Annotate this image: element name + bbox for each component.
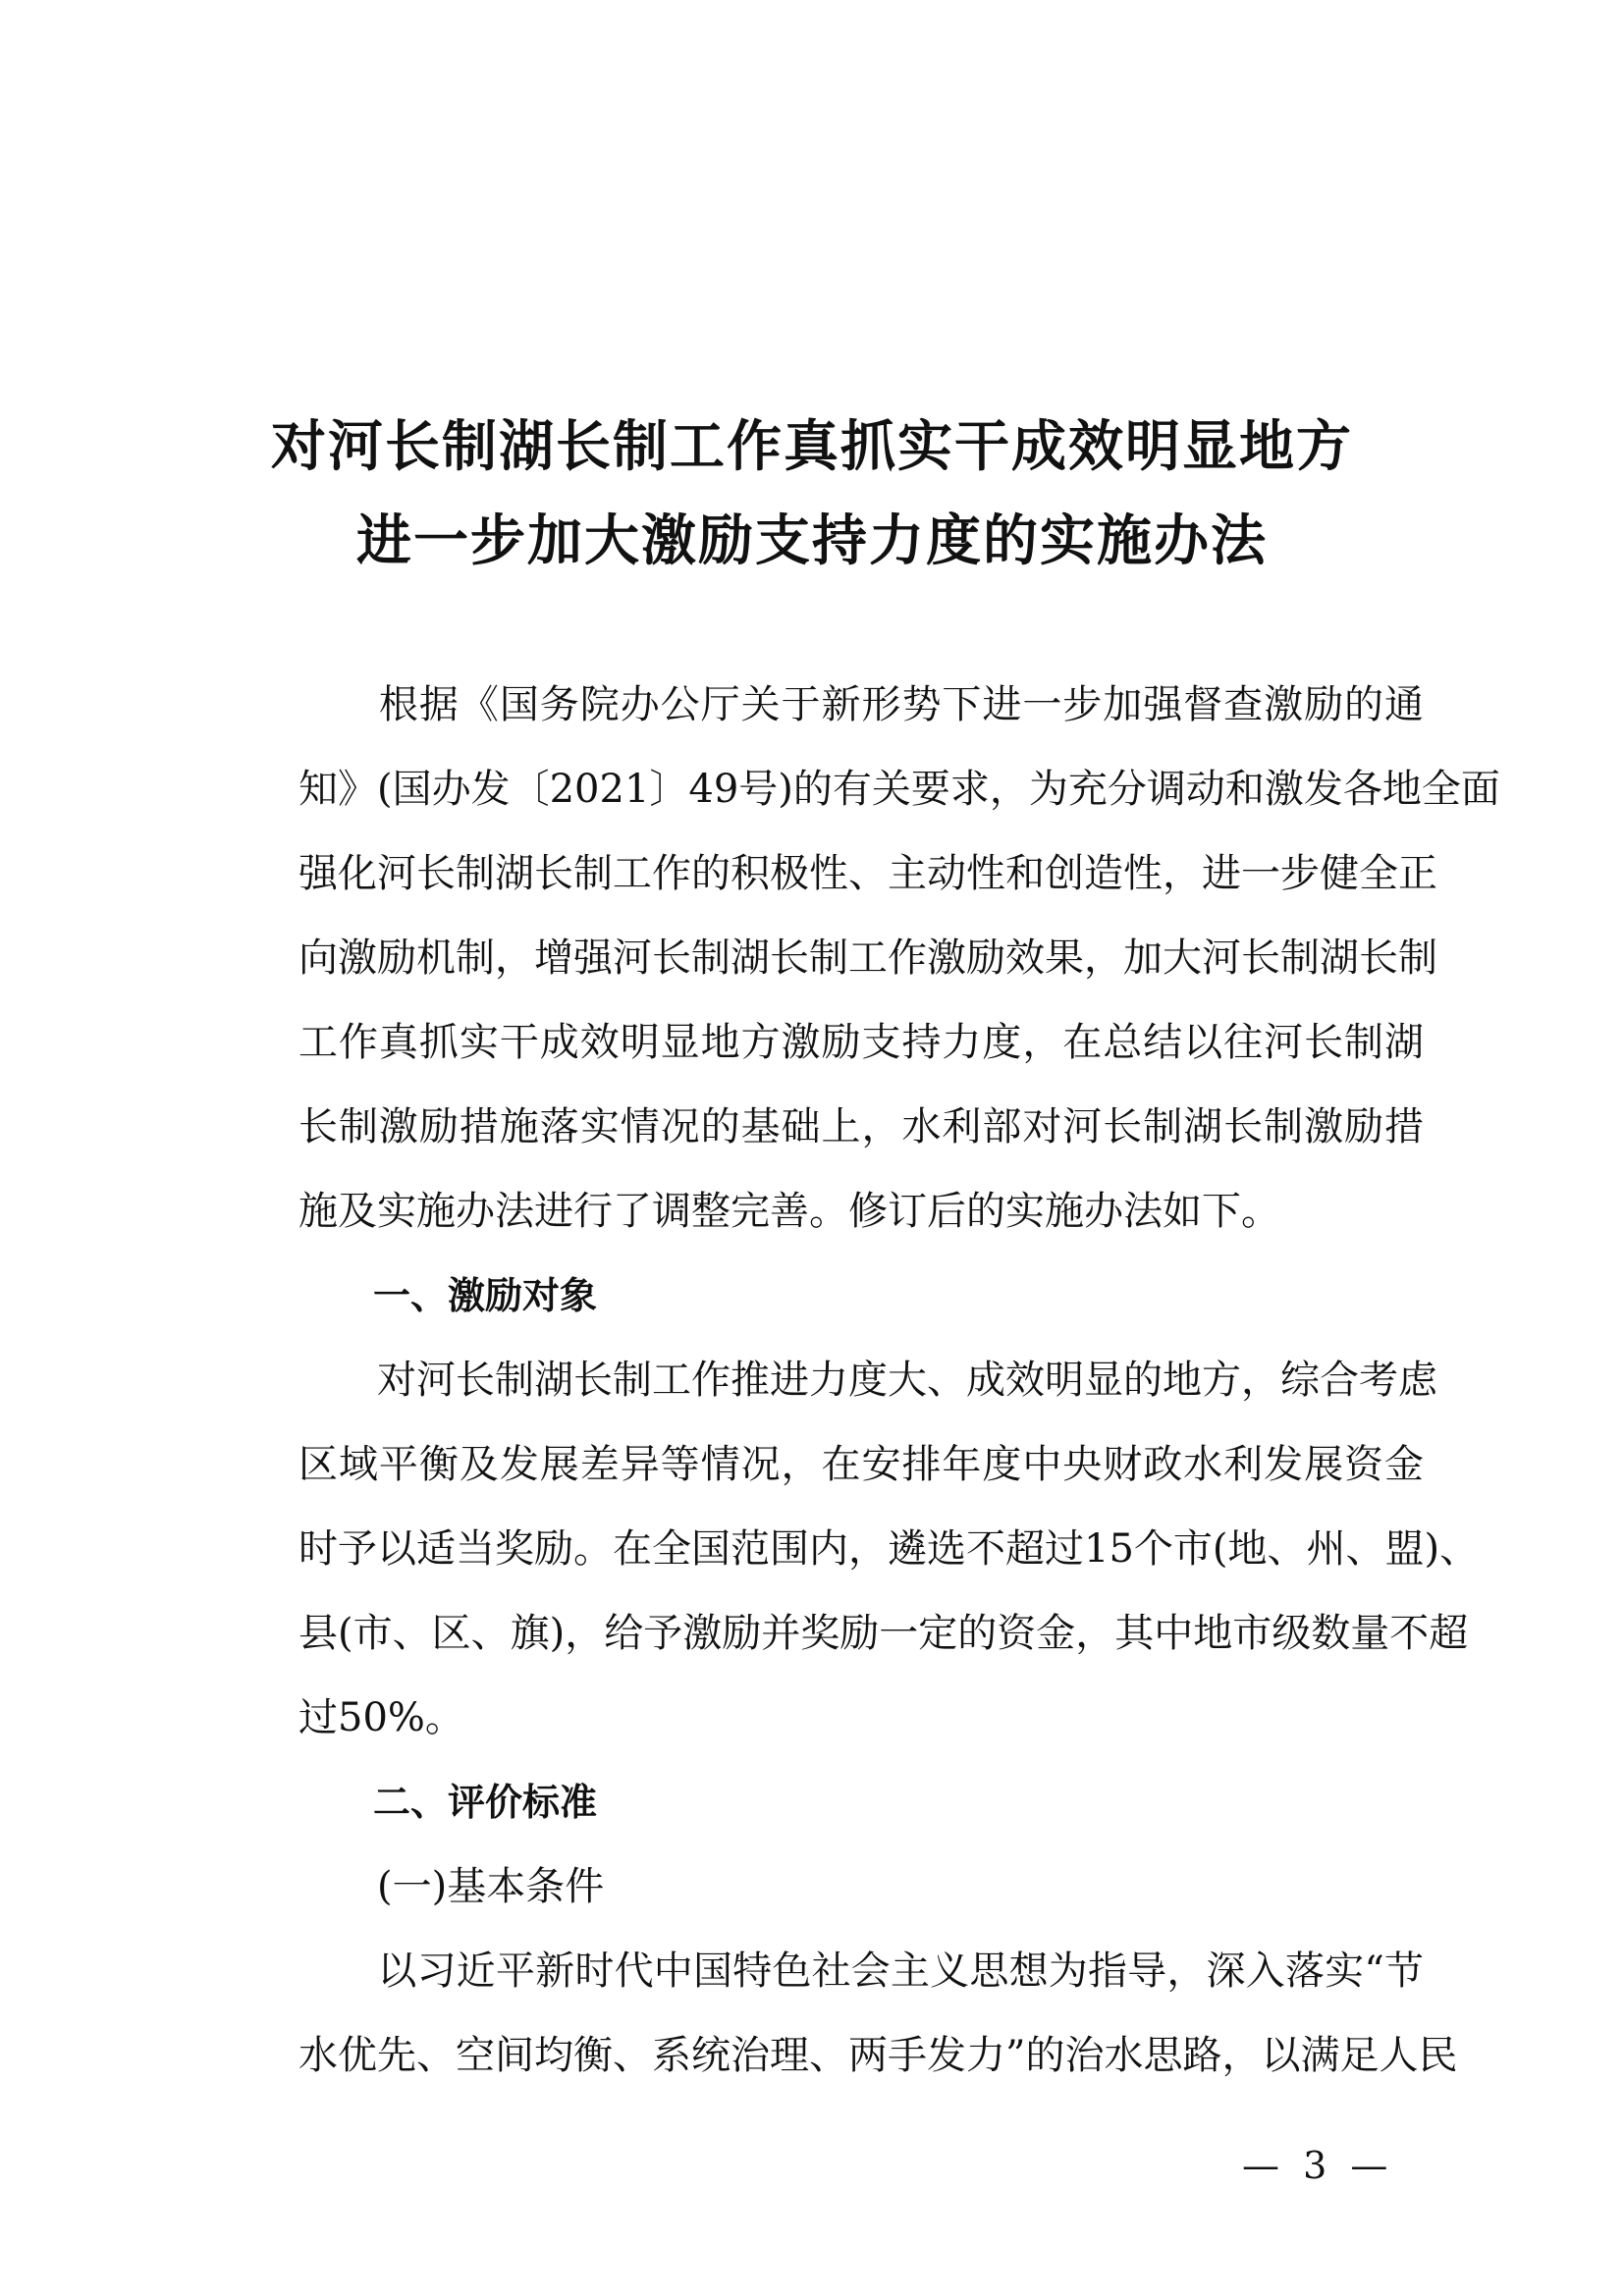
paragraph-1-line: 工作真抓实干成效明显地方激励支持力度，在总结以往河长制湖: [298, 1020, 1424, 1065]
section-heading-1: 一、激励对象: [298, 1274, 598, 1317]
section-heading-2: 二、评价标准: [298, 1781, 598, 1824]
subsection-heading-1: (一)基本条件: [298, 1864, 605, 1909]
title-line-1: 对河长制湖长制工作真抓实干成效明显地方: [271, 415, 1353, 479]
paragraph-1-line: 长制激励措施落实情况的基础上，水利部对河长制湖长制激励措: [298, 1104, 1424, 1149]
paragraph-2-line: 对河长制湖长制工作推进力度大、成效明显的地方，综合考虑: [298, 1358, 1437, 1403]
paragraph-1-line: 根据《国务院办公厅关于新形势下进一步加强督查激励的通: [298, 682, 1424, 727]
paragraph-1-line: 知》(国办发〔2021〕49号)的有关要求，为充分调动和激发各地全面: [298, 767, 1500, 812]
page-number: — 3 —: [1242, 2144, 1394, 2187]
paragraph-2-line: 时予以适当奖励。在全国范围内，遴选不超过15个市(地、州、盟)、: [298, 1526, 1480, 1572]
paragraph-3-line: 以习近平新时代中国特色社会主义思想为指导，深入落实“节: [298, 1949, 1424, 1994]
paragraph-1-line: 强化河长制湖长制工作的积极性、主动性和创造性，进一步健全正: [298, 851, 1437, 896]
document-body: [298, 663, 1500, 2098]
paragraph-2-line: 区域平衡及发展差异等情况，在安排年度中央财政水利发展资金: [298, 1442, 1424, 1487]
document-title: [0, 400, 1624, 589]
paragraph-1-line: 向激励机制，增强河长制湖长制工作激励效果，加大河长制湖长制: [298, 935, 1437, 981]
paragraph-2-line: 过50%。: [298, 1695, 464, 1740]
paragraph-2-line: 县(市、区、旗)，给予激励并奖励一定的资金，其中地市级数量不超: [298, 1611, 1469, 1656]
title-line-2: 进一步加大激励支持力度的实施办法: [356, 509, 1268, 573]
paragraph-1-line: 施及实施办法进行了调整完善。修订后的实施办法如下。: [298, 1189, 1280, 1234]
paragraph-3-line: 水优先、空间均衡、系统治理、两手发力”的治水思路，以满足人民: [298, 2033, 1458, 2078]
